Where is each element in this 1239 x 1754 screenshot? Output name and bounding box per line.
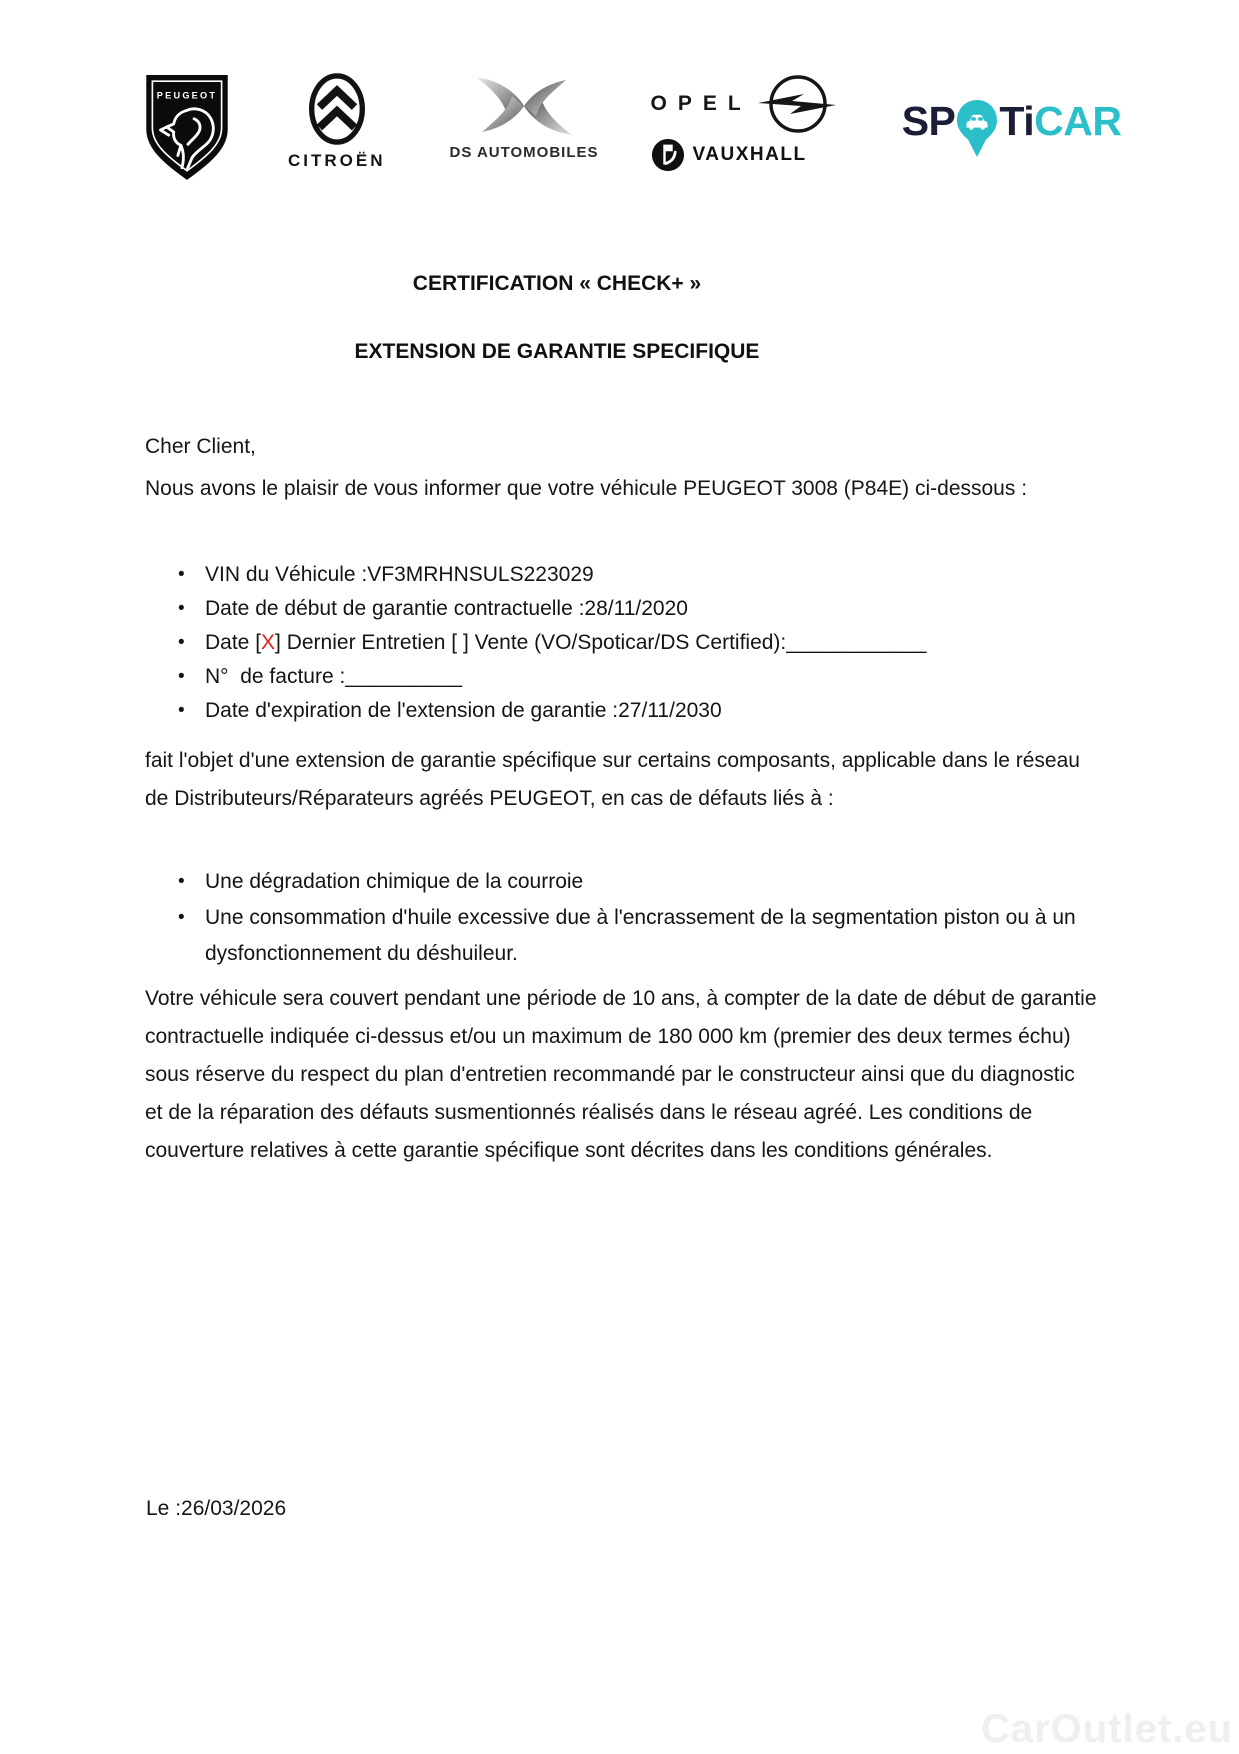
warranty-extension-title: EXTENSION DE GARANTIE SPECIFIQUE [354,340,760,363]
bullet-marker: • [178,564,185,585]
spoticar-logo [902,100,1122,158]
vauxhall-griffin-icon [651,138,685,172]
vauxhall-wordmark: VAUXHALL [692,144,807,165]
bullet-marker: • [178,666,185,687]
spoticar-wordmark-sp: SP [901,98,956,144]
watermark: CarOutlet.eu [980,1707,1233,1751]
middle-paragraph: fait l'objet d'une extension de garantie spécifique sur certains composants, applicable dans le réseau de Distributeurs/Réparateurs agréés PEUGEOT, en cas de défauts liés à : [145,749,1086,810]
ds-wordmark: DS AUTOMOBILES [449,144,599,161]
ds-logo [450,72,599,161]
invoice-number: N° de facture :__________ [205,665,463,688]
list-item [178,864,1108,900]
vin-value: VIN du Véhicule :VF3MRHNSULS223029 [205,563,594,586]
spoticar-pin-icon [957,100,997,158]
checkbox-x-mark: X [261,631,276,654]
list-item [178,558,1108,592]
vauxhall-logo [651,138,838,172]
bullet-marker: • [178,907,185,928]
intro-paragraph: Nous avons le plaisir de vous informer que votre véhicule PEUGEOT 3008 (P84E) ci-dessous : [145,477,1028,500]
list-item [178,626,1108,660]
peugeot-logo [140,72,234,184]
spoticar-wordmark-car: CAR [1034,98,1122,144]
opel-logo [651,72,838,136]
vehicle-details-list [178,558,1108,728]
opel-vauxhall-logos [651,72,838,172]
date-label-suffix: ] Dernier Entretien [ ] Vente (VO/Spoticar/DS Certified):____________ [275,631,927,654]
citroen-logo [288,72,386,171]
citroen-chevrons-icon [301,72,373,146]
bullet-marker: • [178,598,185,619]
opel-blitz-icon [754,72,838,136]
date-label-prefix: Date [ [205,631,262,654]
list-item [178,694,1108,728]
ds-emblem-icon [470,72,578,140]
opel-wordmark: OPEL [650,92,752,115]
bullet-marker: • [178,871,185,892]
list-item [178,660,1108,694]
service-or-sale-date [205,626,926,660]
peugeot-shield-icon [140,72,234,184]
defect-belt: Une dégradation chimique de la courroie [205,870,584,893]
list-item [178,592,1108,626]
bullet-marker: • [178,632,185,653]
warranty-start-date: Date de début de garantie contractuelle :28/11/2020 [205,597,688,620]
citroen-wordmark: CITROËN [288,151,386,170]
salutation: Cher Client, [145,435,256,458]
defect-oil-consumption: Une consommation d'huile excessive due à l'encrassement de la segmentation piston ou à un dysfonctionnement du déshuileur. [205,906,1082,965]
coverage-paragraph: Votre véhicule sera couvert pendant une période de 10 ans, à compter de la date de début de garantie contractuelle indiquée ci-dessus et/ou un maximum de 180 000 km (premier des deux termes échu) sous réserve du respect du plan d'entretien recommandé par le constructeur ainsi que du diagnostic et de la réparation des défauts susmentionnés réalisés dans le réseau agréé. Les conditions de couverture relatives à cette garantie spécifique sont décrites dans les conditions générales. [145,987,1103,1162]
bullet-marker: • [178,700,185,721]
issue-date: Le :26/03/2026 [146,1497,287,1520]
warranty-expiry-date: Date d'expiration de l'extension de garantie :27/11/2030 [205,699,722,722]
spoticar-wordmark-ti: Ti [999,98,1035,144]
certification-title: CERTIFICATION « CHECK+ » [412,272,702,295]
letterhead [140,72,1121,184]
peugeot-wordmark: PEUGEOT [156,90,218,101]
document-titles [145,272,969,364]
list-item [178,900,1108,972]
defects-list [178,864,1108,972]
